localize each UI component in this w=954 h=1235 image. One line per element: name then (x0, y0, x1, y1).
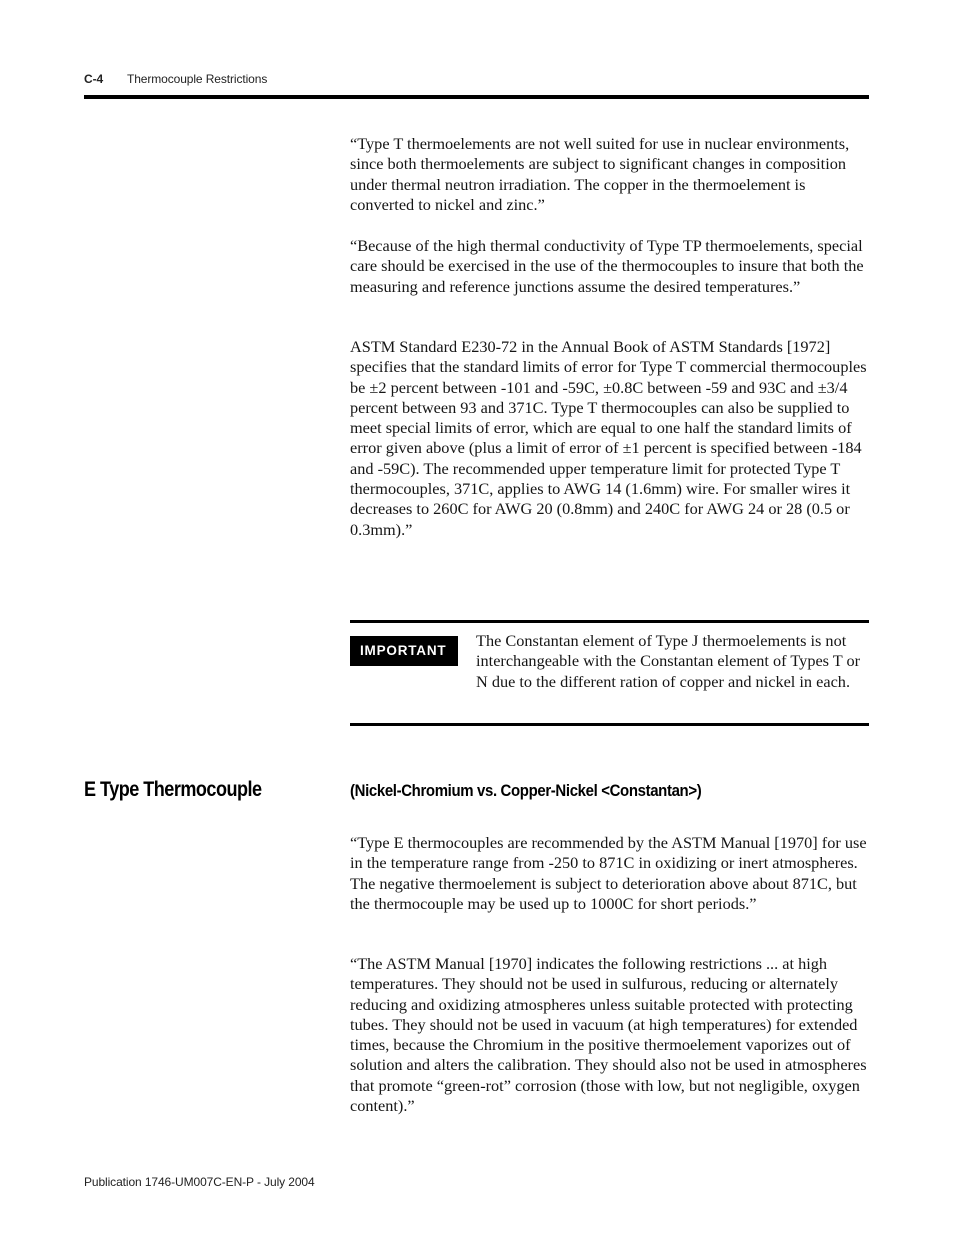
paragraph-text: ASTM Standard E230-72 in the Annual Book of ASTM Standards [1972] specifies that the standard limits of error for Type T commercial thermocouples be ±2 percent between -101 and -59C, ±0.8C between -59 and 93C and ±3/4 percent between 93 and 371C. Type T thermocouples can also be supplied to meet special limits of error, which are equal to one half the standard limits of error given above (plus a limit of error of ±1 percent is specified between -184 and -59C). The recommended upper temperature limit for protected Type T thermocouples, 371C, applies to AWG 14 (1.6mm) wire. For smaller wires it decreases to 260C for AWG 20 (0.8mm) and 240C for AWG 24 or 28 (0.5 or 0.3mm).” (350, 337, 867, 539)
header-rule (84, 95, 869, 99)
paragraph-type-t-nuclear (350, 134, 870, 215)
paragraph-astm-standard (350, 337, 870, 540)
important-notice (350, 620, 869, 726)
section-subheading: (Nickel-Chromium vs. Copper-Nickel <Constantan>) (350, 781, 702, 800)
important-text: The Constantan element of Type J thermoelements is not interchangeable with the Constantan element of Types T or N due to the different ration of copper and nickel in each. (476, 631, 861, 691)
page-header (84, 72, 267, 86)
paragraph-text: “Because of the high thermal conductivity of Type TP thermoelements, special care should be exercised in the use of the thermocouples to insure that both the measuring and reference junctions assume the desired temperatures.” (350, 236, 864, 296)
paragraph-type-e-usage (350, 833, 870, 914)
paragraph-text: “Type T thermoelements are not well suited for use in nuclear environments, since both thermoelements are subject to significant changes in composition under thermal neutron irradiation. The copper in the thermoelement is converted to nickel and zinc.” (350, 134, 850, 214)
paragraph-text: “The ASTM Manual [1970] indicates the following restrictions ... at high temperatures. They should not be used in sulfurous, reducing or alternately reducing and oxidizing atmospheres unless suitable protected with protecting tubes. They should not be used in vacuum (at high temperatures) for extended times, because the Chromium in the positive thermoelement vaporizes out of solution and alters the calibration. They should also not be used in atmospheres that promote “green-rot” corrosion (those with low, but not negligible, oxygen content).” (350, 954, 867, 1116)
page-footer: Publication 1746-UM007C-EN-P - July 2004 (84, 1175, 315, 1189)
section-heading: E Type Thermocouple (84, 778, 262, 801)
paragraph-type-e-restrictions (350, 954, 870, 1116)
important-label: IMPORTANT (350, 636, 458, 666)
header-section-title: Thermocouple Restrictions (127, 72, 268, 86)
paragraph-type-tp-conductivity (350, 236, 870, 297)
paragraph-text: “Type E thermocouples are recommended by the ASTM Manual [1970] for use in the temperature range from -250 to 871C in oxidizing or inert atmospheres. The negative thermoelement is subject to deterioration above about 871C, but the thermocouple may be used up to 1000C for short periods.” (350, 833, 867, 913)
page-number: C-4 (84, 72, 104, 86)
